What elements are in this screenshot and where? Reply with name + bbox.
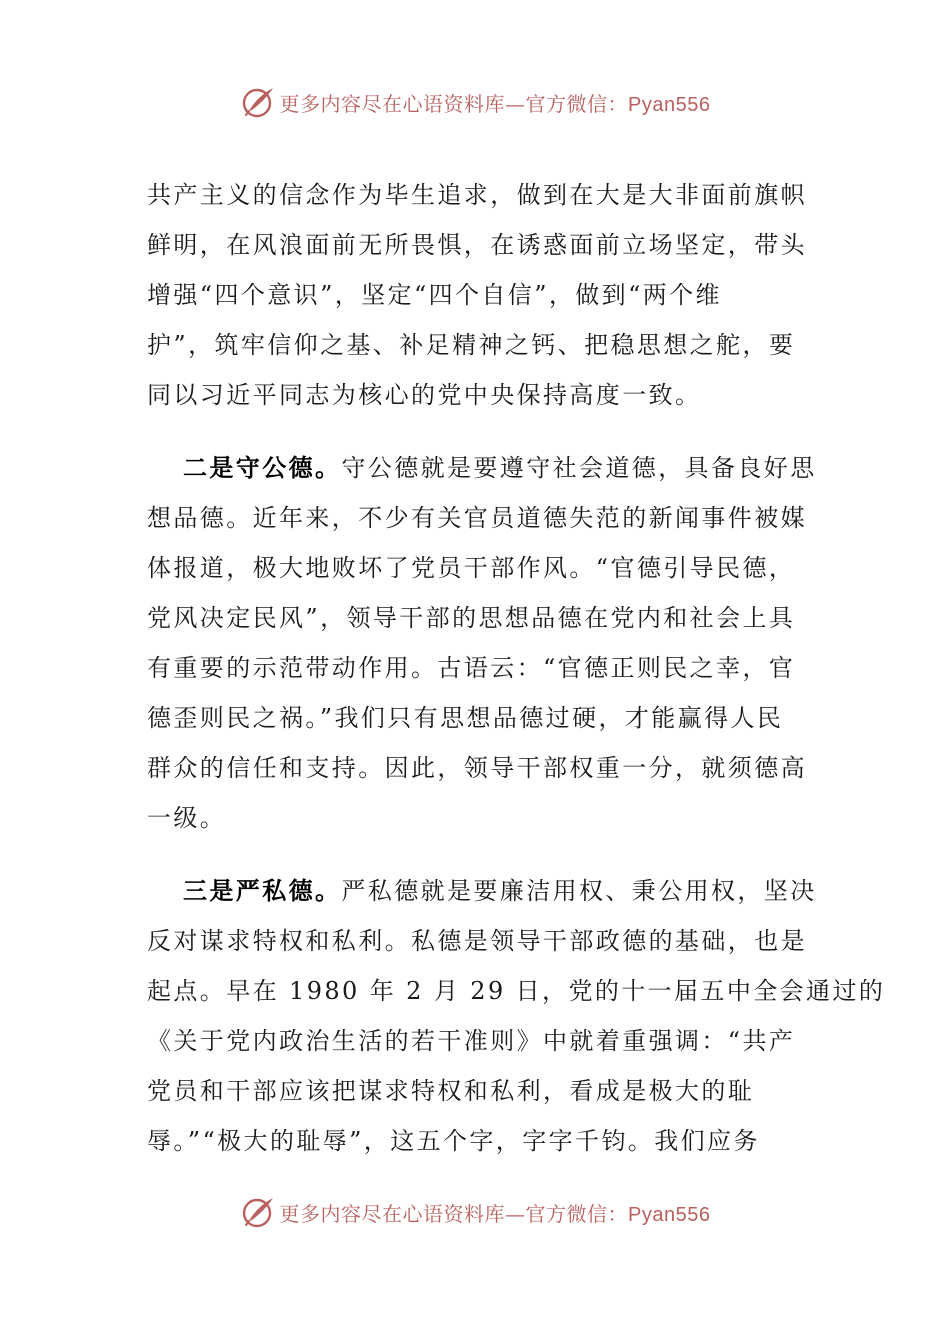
feather-pen-logo-icon: [240, 1194, 276, 1230]
text-line: 共产主义的信念作为毕生追求，做到在大是大非面前旗帜: [147, 181, 807, 209]
text-run: 严私德就是要廉洁用权、秉公用权，坚决: [341, 877, 817, 905]
paragraph-first-line: [147, 443, 817, 493]
text-line: 反对谋求特权和私利。私德是领导干部政德的基础，也是: [147, 927, 807, 955]
banner-text: 更多内容尽在心语资料库—官方微信：Pyan556: [279, 1201, 711, 1226]
feather-pen-logo-icon: [240, 84, 276, 120]
section-heading: 二是守公德。: [183, 453, 342, 482]
section-heading: 三是严私德。: [183, 876, 342, 905]
wechat-id: Pyan556: [628, 93, 711, 116]
text-line: 有重要的示范带动作用。古语云：“官德正则民之幸，官: [147, 654, 796, 682]
text-line: 一级。: [147, 804, 227, 832]
document-body: [147, 170, 886, 1166]
text-line: 群众的信任和支持。因此，领导干部权重一分，就须德高: [147, 754, 807, 782]
text-line: 《关于党内政治生活的若干准则》中就着重强调：“共产: [147, 1027, 796, 1055]
paragraph-1: [147, 170, 807, 420]
banner-text: 更多内容尽在心语资料库—官方微信：Pyan556: [279, 91, 711, 116]
footer-banner: [0, 1192, 950, 1232]
text-line: 护”，筑牢信仰之基、补足精神之钙、把稳思想之舵，要: [147, 331, 796, 359]
text-line: 增强“四个意识”，坚定“四个自信”，做到“两个维: [147, 281, 722, 309]
paragraph-3: [147, 866, 886, 1166]
paragraph-first-line: [147, 866, 817, 916]
text-line: 德歪则民之祸。”我们只有思想品德过硬，才能赢得人民: [147, 704, 784, 732]
header-banner: [0, 82, 950, 122]
text-line: 体报道，极大地败坏了党员干部作风。“官德引导民德，: [147, 554, 796, 582]
text-line: 党风决定民风”，领导干部的思想品德在党内和社会上具: [147, 604, 796, 632]
text-line: 鲜明，在风浪面前无所畏惧，在诱惑面前立场坚定，带头: [147, 231, 807, 259]
text-line: 起点。早在 1980 年 2 月 29 日，党的十一届五中全会通过的: [147, 977, 886, 1005]
text-line: 同以习近平同志为核心的党中央保持高度一致。: [147, 381, 702, 409]
paragraph-2: [147, 443, 817, 843]
text-line: 辱。”“极大的耻辱”，这五个字，字字千钧。我们应务: [147, 1127, 760, 1155]
text-line: 党员和干部应该把谋求特权和私利，看成是极大的耻: [147, 1077, 755, 1105]
text-line: 想品德。近年来，不少有关官员道德失范的新闻事件被媒: [147, 504, 807, 532]
wechat-id: Pyan556: [628, 1203, 711, 1226]
text-run: 守公德就是要遵守社会道德，具备良好思: [341, 454, 817, 482]
